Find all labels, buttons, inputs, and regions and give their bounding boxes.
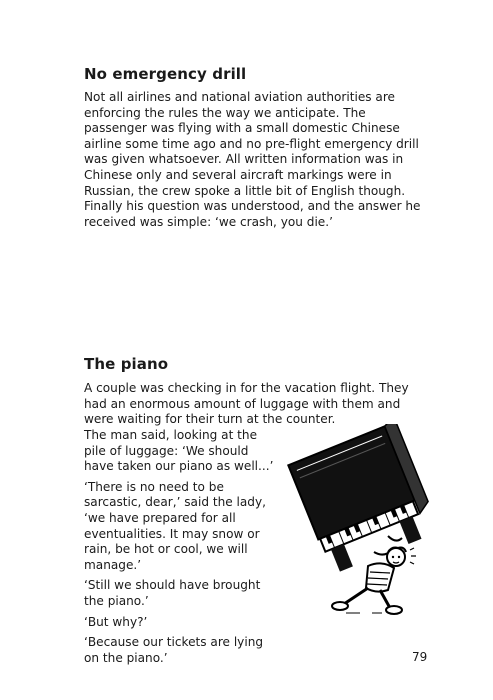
dialogue-paragraph: ‘Still we should have brought the piano.’	[84, 578, 261, 608]
dialogue-paragraph: ‘But why?’	[84, 614, 148, 629]
section-title-no-emergency-drill: No emergency drill	[84, 65, 247, 83]
dialogue-column	[84, 428, 274, 671]
section-body-no-emergency-drill: Not all airlines and national aviation authorities are enforcing the rules the way we anticipate. The passenger was flying with a small domestic Chinese airline some time ago and no pre-flight emergency drill was given whatsoever. All written information was in Chinese only and several aircraft markings were in Russian, the crew spoke a little bit of English though. Finally his question was understood, and the answer he received was simple: ‘we crash, you die.’	[84, 90, 421, 229]
dialogue-paragraph: ‘Because our tickets are lying on the piano.’	[84, 635, 264, 665]
section-title-the-piano: The piano	[84, 355, 169, 373]
dialogue-paragraph: The man said, looking at the pile of luggage: ‘We should have taken our piano as well...’	[84, 428, 274, 474]
dialogue-paragraph: ‘There is no need to be sarcastic, dear,’ said the lady, ‘we have prepared for all eventualities. It may snow or rain, be hot or cool, we will manage.’	[84, 479, 266, 572]
page-number: 79	[412, 650, 428, 664]
section-intro-the-piano: A couple was checking in for the vacation flight. They had an enormous amount of luggage with them and were waiting for their turn at the counter.	[84, 381, 409, 427]
man-carrying-piano-icon	[276, 424, 446, 616]
